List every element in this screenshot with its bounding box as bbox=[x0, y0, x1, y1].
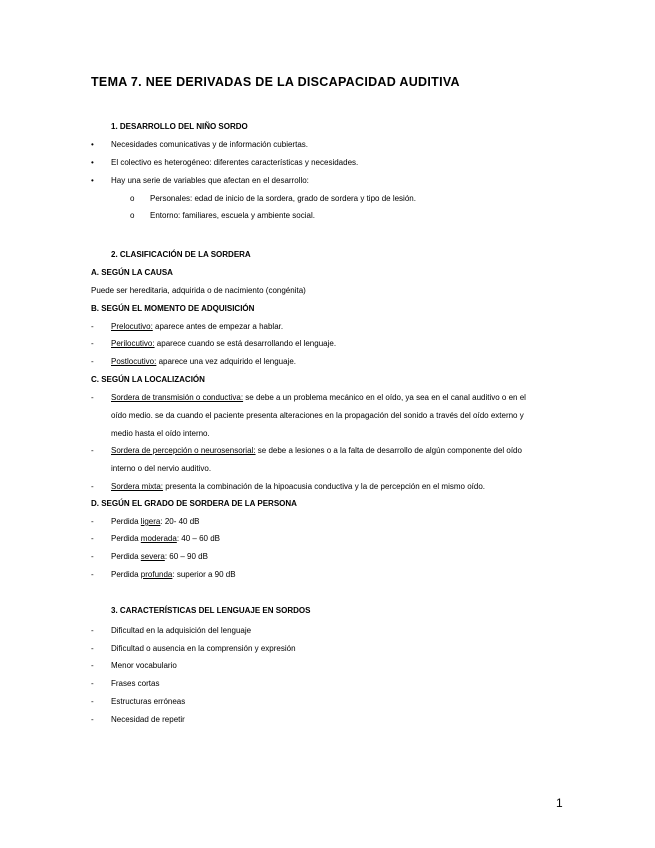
term: Postlocutivo: bbox=[111, 357, 157, 366]
dash-marker: - bbox=[91, 446, 94, 455]
section-2-heading: 2. CLASIFICACIÓN DE LA SORDERA bbox=[111, 250, 251, 259]
bullet-marker: • bbox=[91, 140, 94, 149]
dash-marker: - bbox=[91, 715, 94, 724]
list-item: Dificultad en la adquisición del lenguaje bbox=[111, 626, 252, 635]
term: Prelocutivo: bbox=[111, 322, 153, 331]
definition: se debe a un problema mecánico en el oído, ya sea en el canal auditivo o en el bbox=[243, 393, 526, 402]
dash-marker: - bbox=[91, 339, 94, 348]
list-item-continuation: interno o del nervio auditivo. bbox=[111, 464, 212, 473]
dash-marker: - bbox=[91, 393, 94, 402]
list-item: Menor vocabulario bbox=[111, 661, 177, 670]
circle-bullet-marker: o bbox=[130, 194, 135, 203]
subsection-d-heading: D. SEGÚN EL GRADO DE SORDERA DE LA PERSONA bbox=[91, 499, 297, 508]
dash-marker: - bbox=[91, 517, 94, 526]
dash-marker: - bbox=[91, 570, 94, 579]
term: Sordera de transmisión o conductiva: bbox=[111, 393, 244, 402]
prefix: Perdida bbox=[111, 570, 141, 579]
dash-marker: - bbox=[91, 357, 94, 366]
list-item bbox=[111, 357, 296, 367]
bullet-marker: • bbox=[91, 158, 94, 167]
bullet-marker: • bbox=[91, 176, 94, 185]
list-item bbox=[111, 446, 522, 456]
prefix: Perdida bbox=[111, 534, 141, 543]
list-item bbox=[111, 393, 526, 403]
prefix: Perdida bbox=[111, 552, 141, 561]
dash-marker: - bbox=[91, 626, 94, 635]
list-item: Frases cortas bbox=[111, 679, 160, 688]
term: profunda bbox=[140, 570, 173, 579]
dash-marker: - bbox=[91, 534, 94, 543]
list-item bbox=[111, 552, 208, 562]
term: Perilocutivo: bbox=[111, 339, 155, 348]
section-3-heading: 3. CARACTERÍSTICAS DEL LENGUAJE EN SORDOS bbox=[111, 606, 311, 615]
list-item bbox=[111, 534, 220, 544]
dash-marker: - bbox=[91, 552, 94, 561]
page-number: 1 bbox=[556, 796, 563, 810]
paragraph: Puede ser hereditaria, adquirida o de nacimiento (congénita) bbox=[91, 286, 306, 295]
term: Sordera mixta: bbox=[111, 482, 164, 491]
circle-bullet-marker: o bbox=[130, 211, 135, 220]
list-item: Necesidad de repetir bbox=[111, 715, 185, 724]
value: : 60 – 90 dB bbox=[164, 552, 208, 561]
term: moderada bbox=[140, 534, 177, 543]
subsection-b-heading: B. SEGÚN EL MOMENTO DE ADQUISICIÓN bbox=[91, 304, 255, 313]
section-1-heading: 1. DESARROLLO DEL NIÑO SORDO bbox=[111, 122, 248, 131]
definition: presenta la combinación de la hipoacusia conductiva y la de percepción en el mismo oído. bbox=[163, 482, 485, 491]
list-item bbox=[111, 482, 485, 492]
list-item: Dificultad o ausencia en la comprensión y expresión bbox=[111, 644, 296, 653]
list-item: El colectivo es heterogéneo: diferentes características y necesidades. bbox=[111, 158, 359, 167]
prefix: Perdida bbox=[111, 517, 141, 526]
list-item bbox=[111, 570, 236, 580]
dash-marker: - bbox=[91, 697, 94, 706]
term: ligera bbox=[140, 517, 161, 526]
definition: aparece cuando se está desarrollando el lenguaje. bbox=[154, 339, 337, 348]
sub-list-item: Personales: edad de inicio de la sordera, grado de sordera y tipo de lesión. bbox=[150, 194, 416, 203]
list-item-continuation: medio hasta el oído interno. bbox=[111, 429, 210, 438]
page-title: TEMA 7. NEE DERIVADAS DE LA DISCAPACIDAD AUDITIVA bbox=[91, 75, 460, 89]
dash-marker: - bbox=[91, 482, 94, 491]
definition: aparece antes de empezar a hablar. bbox=[152, 322, 284, 331]
sub-list-item: Entorno: familiares, escuela y ambiente social. bbox=[150, 211, 315, 220]
value: : superior a 90 dB bbox=[172, 570, 236, 579]
list-item-continuation: oído medio. se da cuando el paciente presenta alteraciones en la propagación del sonido a través del oído externo y bbox=[111, 411, 524, 420]
dash-marker: - bbox=[91, 644, 94, 653]
value: : 20- 40 dB bbox=[160, 517, 200, 526]
list-item: Necesidades comunicativas y de información cubiertas. bbox=[111, 140, 308, 149]
term: Sordera de percepción o neurosensorial: bbox=[111, 446, 256, 455]
definition: aparece una vez adquirido el lenguaje. bbox=[156, 357, 297, 366]
list-item: Hay una serie de variables que afectan en el desarrollo: bbox=[111, 176, 309, 185]
list-item bbox=[111, 322, 283, 332]
list-item bbox=[111, 517, 200, 527]
subsection-a-heading: A. SEGÚN LA CAUSA bbox=[91, 268, 173, 277]
list-item: Estructuras erróneas bbox=[111, 697, 186, 706]
list-item bbox=[111, 339, 336, 349]
term: severa bbox=[140, 552, 165, 561]
dash-marker: - bbox=[91, 679, 94, 688]
value: : 40 – 60 dB bbox=[176, 534, 220, 543]
definition: se debe a lesiones o a la falta de desarrollo de algún componente del oído bbox=[255, 446, 522, 455]
subsection-c-heading: C. SEGÚN LA LOCALIZACIÓN bbox=[91, 375, 205, 384]
dash-marker: - bbox=[91, 322, 94, 331]
dash-marker: - bbox=[91, 661, 94, 670]
